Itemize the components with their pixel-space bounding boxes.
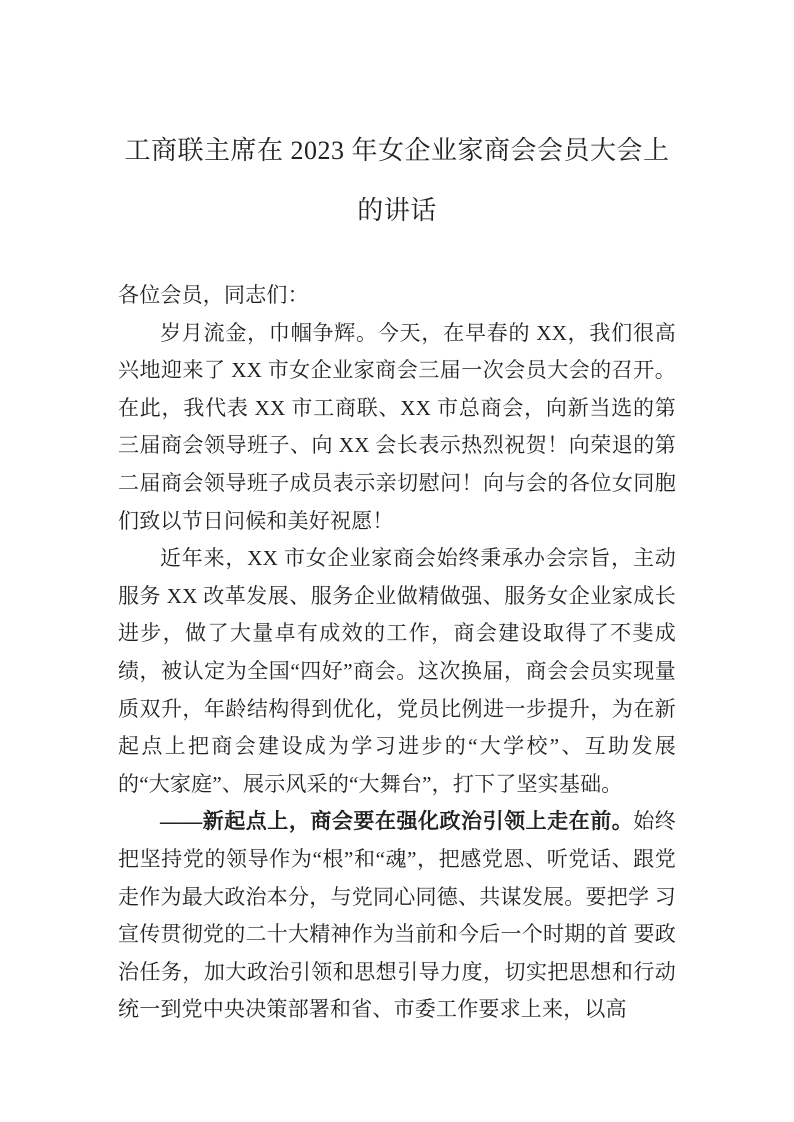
paragraph-emphasis (118, 803, 676, 1029)
document-body (118, 277, 676, 1029)
paragraph-emphasis-lead: ——新起点上，商会要在强化政治引领上走在前。 (160, 809, 634, 834)
paragraph-opening: 岁月流金，巾帼争辉。今天，在早春的 XX，我们很高兴地迎来了 XX 市女企业家商会三届一次会员大会的召开。在此，我代表 XX 市工商联、XX 市总商会，向新当选的第三届商会领导班子、向 XX 会长表示热烈祝贺！向荣退的第二届商会领导班子成员表示亲切慰问！向与会的各位女同胞们致以节日问候和美好祝愿！ (118, 320, 676, 533)
document-title: 工商联主席在 2023 年女企业家商会会员大会上的讲话 (124, 136, 670, 225)
salutation-line: 各位会员，同志们： (118, 283, 309, 307)
paragraph-emphasis-body: 始终把坚持党的领导作为“根”和“魂”，把感党恩、听党话、跟党走作为最大政治本分，与党同心同德、共谋发展。要把学 习宣传贯彻党的二十大精神作为当前和今后一个时期的首 要政治任务，加大政治引领和思想引导力度，切实把思想和行动统一到党中央决策部署和省、市委工作要求上来，以高 (118, 809, 676, 1022)
paragraph-achievements: 近年来，XX 市女企业家商会始终秉承办会宗旨，主动服务 XX 改革发展、服务企业做精做强、服务女企业家成长进步，做了大量卓有成效的工作，商会建设取得了不斐成绩，被认定为全国“四好”商会。这次换届，商会会员实现量质双升，年龄结构得到优化，党员比例进一步提升，为在新起点上把商会建设成为学习进步的“大学校”、互助发展的“大家庭”、展示风采的“大舞台”，打下了坚实基础。 (118, 546, 676, 796)
